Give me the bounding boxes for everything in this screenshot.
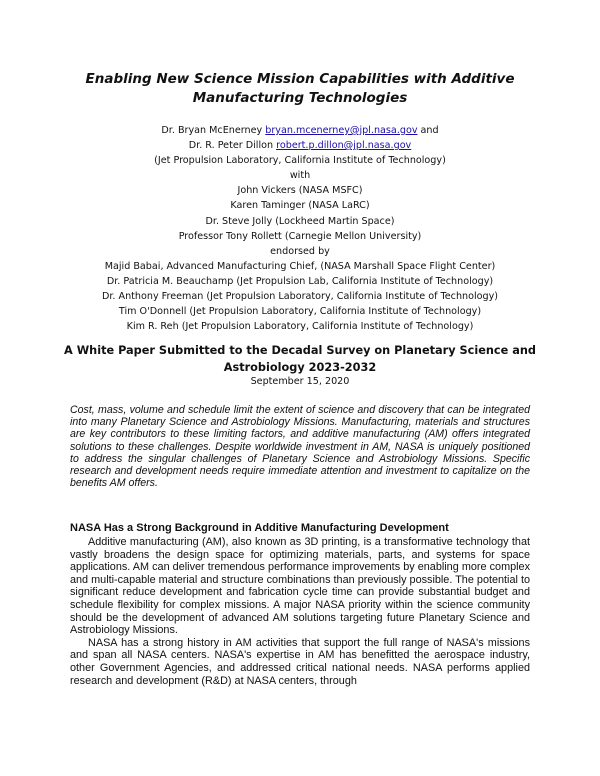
body-paragraph: NASA has a strong history in AM activities that support the full range of NASA's missions and span all NASA centers. NASA's expertise in AM has benefitted the aerospace industry, other Government Agencies, and addressed critical national needs. NASA performs applied research and development (R&D) at NASA centers, through (70, 636, 530, 687)
abstract-paragraph: Cost, mass, volume and schedule limit the extent of science and discovery that can be integrated into many Planetary Science and Astrobiology Missions. Manufacturing, materials and structures are key contributors to these limiting factors, and additive manufacturing (AM) offers integrated solutions to these challenges. Despite worldwide investment in AM, NASA is uniquely positioned to address the singular challenges of Planetary Science and Astrobiology Missions. Specific research and development needs require immediate attention and investment to capitalize on the benefits AM offers. (70, 404, 530, 490)
author-1-email-link[interactable]: bryan.mcenerney@jpl.nasa.gov (265, 125, 418, 136)
author-block (40, 123, 560, 334)
contributor-line: Dr. Steve Jolly (Lockheed Martin Space) (205, 215, 395, 227)
section-body (70, 536, 530, 687)
contributor-line: Professor Tony Rollett (Carnegie Mellon University) (178, 230, 422, 242)
contributor-line: Karen Taminger (NASA LaRC) (230, 200, 370, 212)
body-paragraph: Additive manufacturing (AM), also known as 3D printing, is a transformative technology that vastly broadens the design space for optimizing materials, parts, and systems for space applications. AM can deliver tremendous performance improvements by enabling more complex and multi-capable material and structure combinations than previously possible. The potential to significant reduce development and fabrication cycle time can provide substantial budget and schedule flexibility for complex missions. A major NASA priority within the science community should be the development of advanced AM solutions targeting future Planetary Science and Astrobiology Missions. (70, 536, 530, 637)
paper-title-line-2: Manufacturing Technologies (192, 90, 408, 106)
subtitle-line-2: Astrobiology 2023-2032 (223, 361, 377, 374)
paper-title (60, 70, 540, 108)
endorsed-label: endorsed by (270, 245, 330, 257)
contributor-line: John Vickers (NASA MSFC) (237, 185, 363, 197)
author-1-name: Dr. Bryan McEnerney (161, 125, 263, 136)
subtitle-line-1: A White Paper Submitted to the Decadal Survey on Planetary Science and (64, 344, 536, 357)
endorser-line: Majid Babai, Advanced Manufacturing Chief, (NASA Marshall Space Flight Center) (104, 260, 496, 272)
endorser-line: Kim R. Reh (Jet Propulsion Laboratory, California Institute of Technology) (126, 321, 474, 333)
section-heading: NASA Has a Strong Background in Additive Manufacturing Development (70, 522, 449, 534)
endorser-line: Tim O'Donnell (Jet Propulsion Laboratory, California Institute of Technology) (118, 306, 482, 318)
author-2-name: Dr. R. Peter Dillon (188, 140, 274, 152)
endorser-line: Dr. Patricia M. Beauchamp (Jet Propulsion Lab, California Institute of Technology) (106, 275, 494, 287)
author-affiliation: (Jet Propulsion Laboratory, California Institute of Technology) (154, 155, 446, 167)
paper-title-line-1: Enabling New Science Mission Capabilities with Additive (85, 71, 515, 87)
author-1-suffix: and (417, 125, 439, 136)
author-2-email-link[interactable]: robert.p.dillon@jpl.nasa.gov (276, 140, 412, 152)
author-line-1 (40, 123, 560, 138)
submission-date: September 15, 2020 (250, 376, 350, 387)
white-paper-subtitle (60, 342, 540, 376)
endorser-line: Dr. Anthony Freeman (Jet Propulsion Laboratory, California Institute of Technology) (101, 291, 499, 303)
with-label: with (289, 170, 311, 182)
author-line-2 (40, 138, 560, 153)
